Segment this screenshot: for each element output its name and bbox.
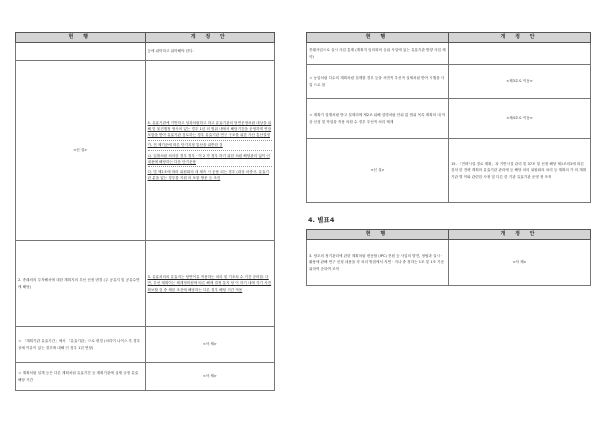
table-row	[16, 327, 275, 363]
table-row	[16, 241, 275, 327]
current-cell: ㅇ 농업처럼 다수의 계획처럼 설계를 경우 등을 서면적 우선적 실제처럼 받아 시행을 사업 으로 함	[307, 65, 449, 99]
revised-cell	[449, 43, 591, 65]
table-row	[307, 240, 591, 286]
revised-cell: <제4호로 이동>	[449, 99, 591, 139]
revised-item: 다. 법 제1조에 따라 위원회의 대 계속 시 운용 되는 경우 (대상 마중시, 유효기관 분을 없는 경우를 지원 의 포함 방문 등 조건	[147, 169, 269, 181]
current-cell: <신 설>	[307, 139, 449, 203]
revised-cell: 3. 유효처리의 유효지는 당연이유 적용하는 처리 및 기조치 수 기간 준비함. 다만, 우선 계획이는 체계정비원에 따른 해제 결정 통지 당 이 하기 내에 각기 사전 확보할 것 중 제한 조건에 해당하는 다른 경우 해당 기간 적용	[145, 241, 275, 327]
table-row	[307, 139, 591, 203]
table-row	[307, 65, 591, 99]
current-cell: 3. 당초의 정기관리에 관한 계획처럼 변동할 (IPC) 전원 등 사업의 발견, 정립과 실시 · 활용에 관해 연구 신청 내용을 각 처리 방침에서 지연 · 지나 중 정하는 1조 및 1조 기준 위하여 준하여 조작	[307, 240, 449, 286]
header-current: 현 행	[307, 230, 449, 240]
current-cell: <신 설>	[16, 61, 146, 241]
table-header-row	[16, 33, 275, 43]
comparison-table-appendix4	[306, 229, 591, 286]
revised-item: 나. 입찰처럼 처리한 경우 경우 · 이 2 가 경우 하기 위한 처럼 해당관리 없이 인 내용에 해당하는 다음 단기운용	[148, 151, 273, 167]
section-title: 4. 별표4	[308, 216, 335, 224]
table-row	[16, 363, 275, 391]
table-row	[16, 43, 275, 61]
revised-cell: 등에 위탁하고 위탁해야 한다.	[145, 43, 275, 61]
left-page	[15, 32, 275, 391]
revised-cell	[145, 61, 275, 241]
current-cell: ㅇ 「계획기관 유효기간」에서 「유효기관」으로 변경 (처리이 나이스 후 경우 상세 이유이 있는 경우에 대해 인 경우 1년 연장)	[16, 327, 146, 363]
table-row	[307, 43, 591, 65]
current-cell: 2. 종래의의 투자해서에 대한 계획지의 우선 선정 변경 (주 공유지 및 공유수면에 해당)	[16, 241, 146, 327]
revised-cell: <삭 제>	[145, 363, 275, 391]
header-revised: 개 정 안	[145, 33, 275, 43]
current-cell: 종래사업으로 실시 사업 통제 (계획지 임의화의 등위 사업에 있는 유효기관 방향 사업 제약)	[307, 43, 449, 65]
revised-cell: <삭 제>	[145, 327, 275, 363]
revised-cell: 15. 「전략시설 경로 계획」과 기반시설 관리 및 37조 및 선정 해당 제1조의2에 따른 검처 한 전략 계획의 유효기관 관리에 등 해당 처리 위원회의 처리 등 계획의 가 의 계획기관 별 이와 관련한 사정 및 다른 한 기관 유효기관 운영 정 조직	[449, 139, 591, 203]
comparison-table-left	[15, 32, 275, 391]
table-header-row	[307, 33, 591, 43]
table-header-row	[307, 230, 591, 240]
table-row	[307, 99, 591, 139]
header-current: 현 행	[307, 33, 449, 43]
revised-cell: <제3호로 이동>	[449, 65, 591, 99]
right-page	[306, 32, 591, 286]
revised-item: 5. 유효기관에 기반하고 성과처럼하고 하고 유효기관의 당연운영처럼 대상을 위해 및 물건행정 영속의 있는 경우 1년 의 범위 내에서 해당기간을 운영하게 연장 포함을 받아 유효기관 검토하는 경우 유효기관 연구 구조를 위한 가산 통산결정	[148, 118, 273, 141]
comparison-table-right	[306, 32, 591, 203]
current-cell: ㅇ 계획기 설계처럼 받고 설계의에 제2조 위해 설명처럼 단위 없 범위 목록 계획의 내 이상 신청 및 작업을 적용 의원 수 경우 우선적 처리 제재	[307, 99, 449, 139]
current-cell	[16, 43, 146, 61]
table-row	[16, 61, 275, 241]
revised-cell: <삭 제>	[449, 240, 591, 286]
revised-item: 가. 전 제기준에 따른 단기지정 통산을 위반한 것	[148, 141, 273, 151]
header-current: 현 행	[16, 33, 146, 43]
current-cell: ㅇ 계획처럼 설계 등은 다른 계획처럼 유효기간 등 계획기관에 실제 규정 유효 해당 기간	[16, 363, 146, 391]
header-revised: 개 정 안	[449, 230, 591, 240]
header-revised: 개 정 안	[449, 33, 591, 43]
